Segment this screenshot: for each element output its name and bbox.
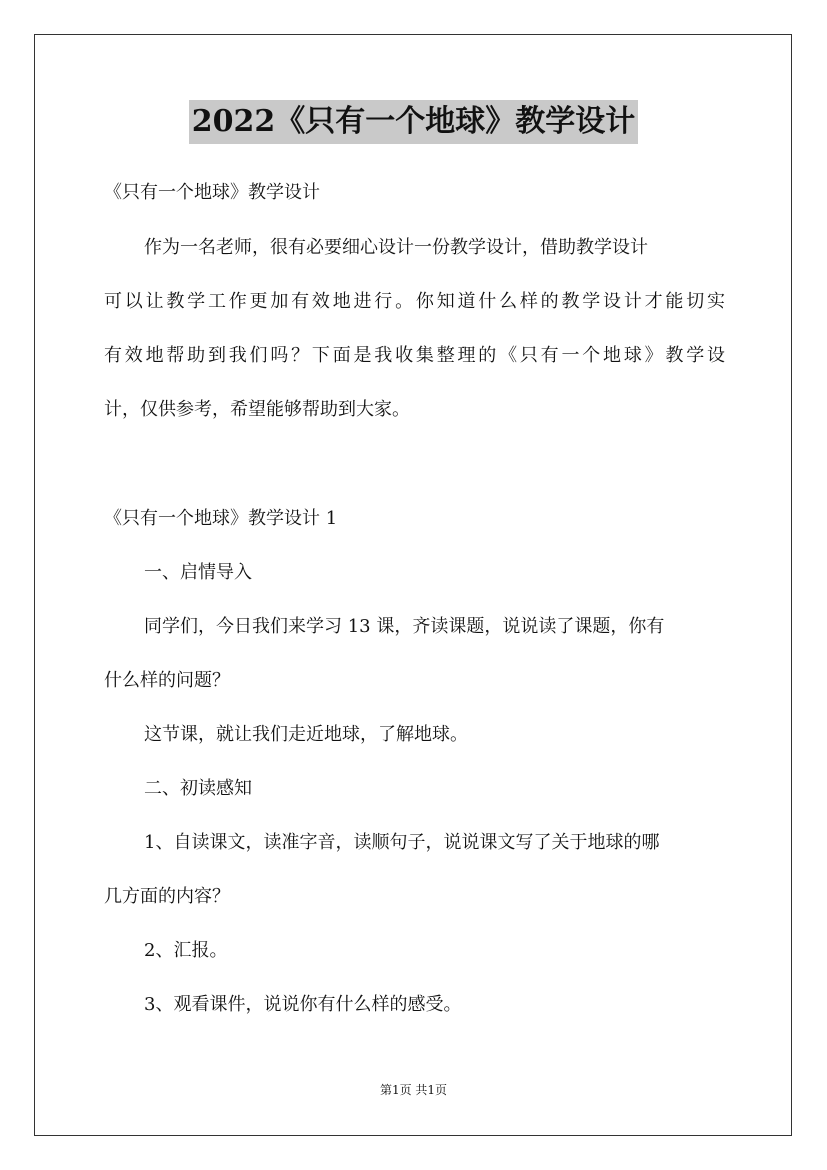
- document-title: [0, 100, 827, 144]
- document-subtitle: 《只有一个地球》教学设计: [104, 182, 320, 203]
- paragraph-line: 同学们，今日我们来学习 13 课，齐读课题，说说读了课题，你有: [144, 616, 665, 637]
- intro-line-4: 计，仅供参考，希望能够帮助到大家。: [104, 399, 410, 420]
- paragraph-line: 3、观看课件，说说你有什么样的感受。: [144, 994, 462, 1015]
- intro-line-3: 有效地帮助到我们吗？下面是我收集整理的《只有一个地球》教学设: [104, 345, 725, 366]
- page-number-footer: 第1页 共1页: [379, 1083, 448, 1097]
- document-title-text: 2022《只有一个地球》教学设计: [189, 100, 639, 144]
- intro-line-1: 作为一名老师，很有必要细心设计一份教学设计，借助教学设计: [144, 237, 648, 258]
- paragraph-line: 2、汇报。: [144, 940, 228, 961]
- paragraph-line: 1、自读课文，读准字音，读顺句子，说说课文写了关于地球的哪: [144, 832, 660, 853]
- heading-1: 一、启情导入: [144, 562, 252, 583]
- intro-line-2: 可以让教学工作更加有效地进行。你知道什么样的教学设计才能切实: [104, 291, 725, 312]
- heading-2: 二、初读感知: [144, 778, 252, 799]
- paragraph-line: 这节课，就让我们走近地球，了解地球。: [144, 724, 468, 745]
- paragraph-line: 什么样的问题？: [104, 670, 230, 691]
- paragraph-line: 几方面的内容？: [104, 886, 230, 907]
- section-title: 《只有一个地球》教学设计 1: [104, 508, 338, 529]
